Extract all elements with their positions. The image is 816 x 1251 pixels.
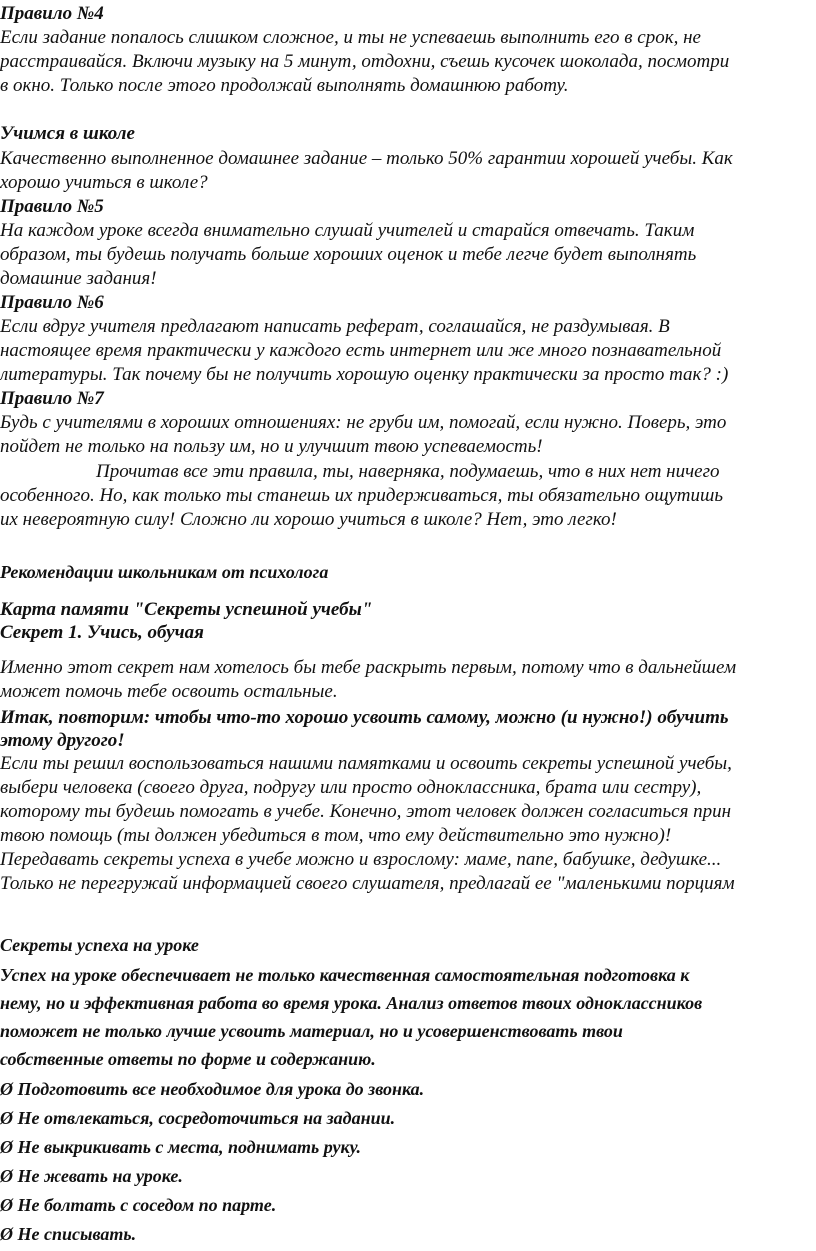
bullet-marker: Ø [0, 1166, 13, 1186]
bullet-text: Не списывать. [17, 1224, 137, 1244]
memory-body-line: твою помощь (ты должен убедиться в том, что ему действительно это нужно)! [0, 825, 672, 846]
lesson-line: поможет не только лучше усвоить материал, но и усовершенствовать твои [0, 1021, 623, 1041]
lesson-bullet-item [0, 1164, 183, 1188]
memory-bold-line: этому другого! [0, 730, 125, 751]
lesson-bullet-item [0, 1193, 276, 1217]
rule7-line: пойдет не только на пользу им, но и улучшит твою успеваемость! [0, 436, 543, 457]
bullet-text: Подготовить все необходимое для урока до звонка. [17, 1079, 425, 1099]
school-line: Качественно выполненное домашнее задание – только 50% гарантии хорошей учебы. Как [0, 148, 733, 169]
lesson-line: нему, но и эффективная работа во время урока. Анализ ответов твоих одноклассников [0, 993, 703, 1013]
rule6-line: настоящее время практически у каждого есть интернет или же много познавательной [0, 340, 722, 361]
lesson-line: собственные ответы по форме и содержанию. [0, 1049, 376, 1069]
lesson-line: Успех на уроке обеспечивает не только качественная самостоятельная подготовка к [0, 965, 690, 985]
bullet-marker: Ø [0, 1137, 13, 1157]
bullet-marker: Ø [0, 1224, 13, 1244]
lesson-bullet-item [0, 1135, 361, 1159]
bullet-text: Не жевать на уроке. [17, 1166, 183, 1186]
rule4-line: Если задание попалось слишком сложное, и ты не успеваешь выполнить его в срок, не [0, 27, 701, 48]
memory-map-heading: Карта памяти "Секреты успешной учебы" [0, 599, 373, 620]
rule5-line: домашние задания! [0, 268, 157, 289]
bullet-marker: Ø [0, 1195, 13, 1215]
rule4-line: в окно. Только после этого продолжай выполнять домашнюю работу. [0, 75, 569, 96]
bullet-marker: Ø [0, 1079, 13, 1099]
rule7-line: Будь с учителями в хороших отношениях: не груби им, помогай, если нужно. Поверь, это [0, 412, 727, 433]
bullet-text: Не отвлекаться, сосредоточиться на задании. [17, 1108, 396, 1128]
school-heading: Учимся в школе [0, 123, 135, 144]
memory-body-line: Передавать секреты успеха в учебе можно и взрослому: маме, папе, бабушке, дедушке... [0, 849, 722, 870]
memory-bold-line: Итак, повторим: чтобы что-то хорошо усвоить самому, можно (и нужно!) обучить [0, 707, 729, 728]
rule6-line: литературы. Так почему бы не получить хорошую оценку практически за просто так? :) [0, 364, 729, 385]
conclusion-line: Прочитав все эти правила, ты, наверняка, подумаешь, что в них нет ничего [96, 461, 720, 482]
memory-body-line: Если ты решил воспользоваться нашими памятками и освоить секреты успешной учебы, [0, 753, 732, 774]
memory-body-line: Только не перегружай информацией своего слушателя, предлагай ее "маленькими порциям [0, 873, 735, 894]
rule5-heading: Правило №5 [0, 196, 104, 217]
rule6-line: Если вдруг учителя предлагают написать реферат, соглашайся, не раздумывая. В [0, 316, 670, 337]
rule7-heading: Правило №7 [0, 388, 104, 409]
lesson-bullet-item [0, 1106, 395, 1130]
memory-body-line: которому ты будешь помогать в учебе. Конечно, этот человек должен согласиться прин [0, 801, 732, 822]
rule5-line: На каждом уроке всегда внимательно слушай учителей и старайся отвечать. Таким [0, 220, 695, 241]
bullet-marker: Ø [0, 1108, 13, 1128]
bullet-text: Не болтать с соседом по парте. [17, 1195, 277, 1215]
conclusion-line: особенного. Но, как только ты станешь их придерживаться, ты обязательно ощутишь [0, 485, 724, 506]
rule4-heading: Правило №4 [0, 3, 104, 24]
conclusion-line: их невероятную силу! Сложно ли хорошо учиться в школе? Нет, это легко! [0, 509, 617, 530]
memory-intro-line: может помочь тебе освоить остальные. [0, 681, 338, 702]
school-line: хорошо учиться в школе? [0, 172, 208, 193]
lesson-bullet-item [0, 1222, 136, 1246]
lesson-bullet-item [0, 1077, 424, 1101]
memory-body-line: выбери человека (своего друга, подругу или просто одноклассника, брата или сестру), [0, 777, 702, 798]
lesson-heading: Секреты успеха на уроке [0, 935, 199, 955]
rule5-line: образом, ты будешь получать больше хороших оценок и тебе легче будет выполнять [0, 244, 697, 265]
bullet-text: Не выкрикивать с места, поднимать руку. [17, 1137, 361, 1157]
psych-heading: Рекомендации школьникам от психолога [0, 562, 329, 582]
memory-intro-line: Именно этот секрет нам хотелось бы тебе раскрыть первым, потому что в дальнейшем [0, 657, 737, 678]
rule4-line: расстраивайся. Включи музыку на 5 минут, отдохни, съешь кусочек шоколада, посмотри [0, 51, 730, 72]
rule6-heading: Правило №6 [0, 292, 104, 313]
secret1-heading: Секрет 1. Учись, обучая [0, 622, 204, 643]
